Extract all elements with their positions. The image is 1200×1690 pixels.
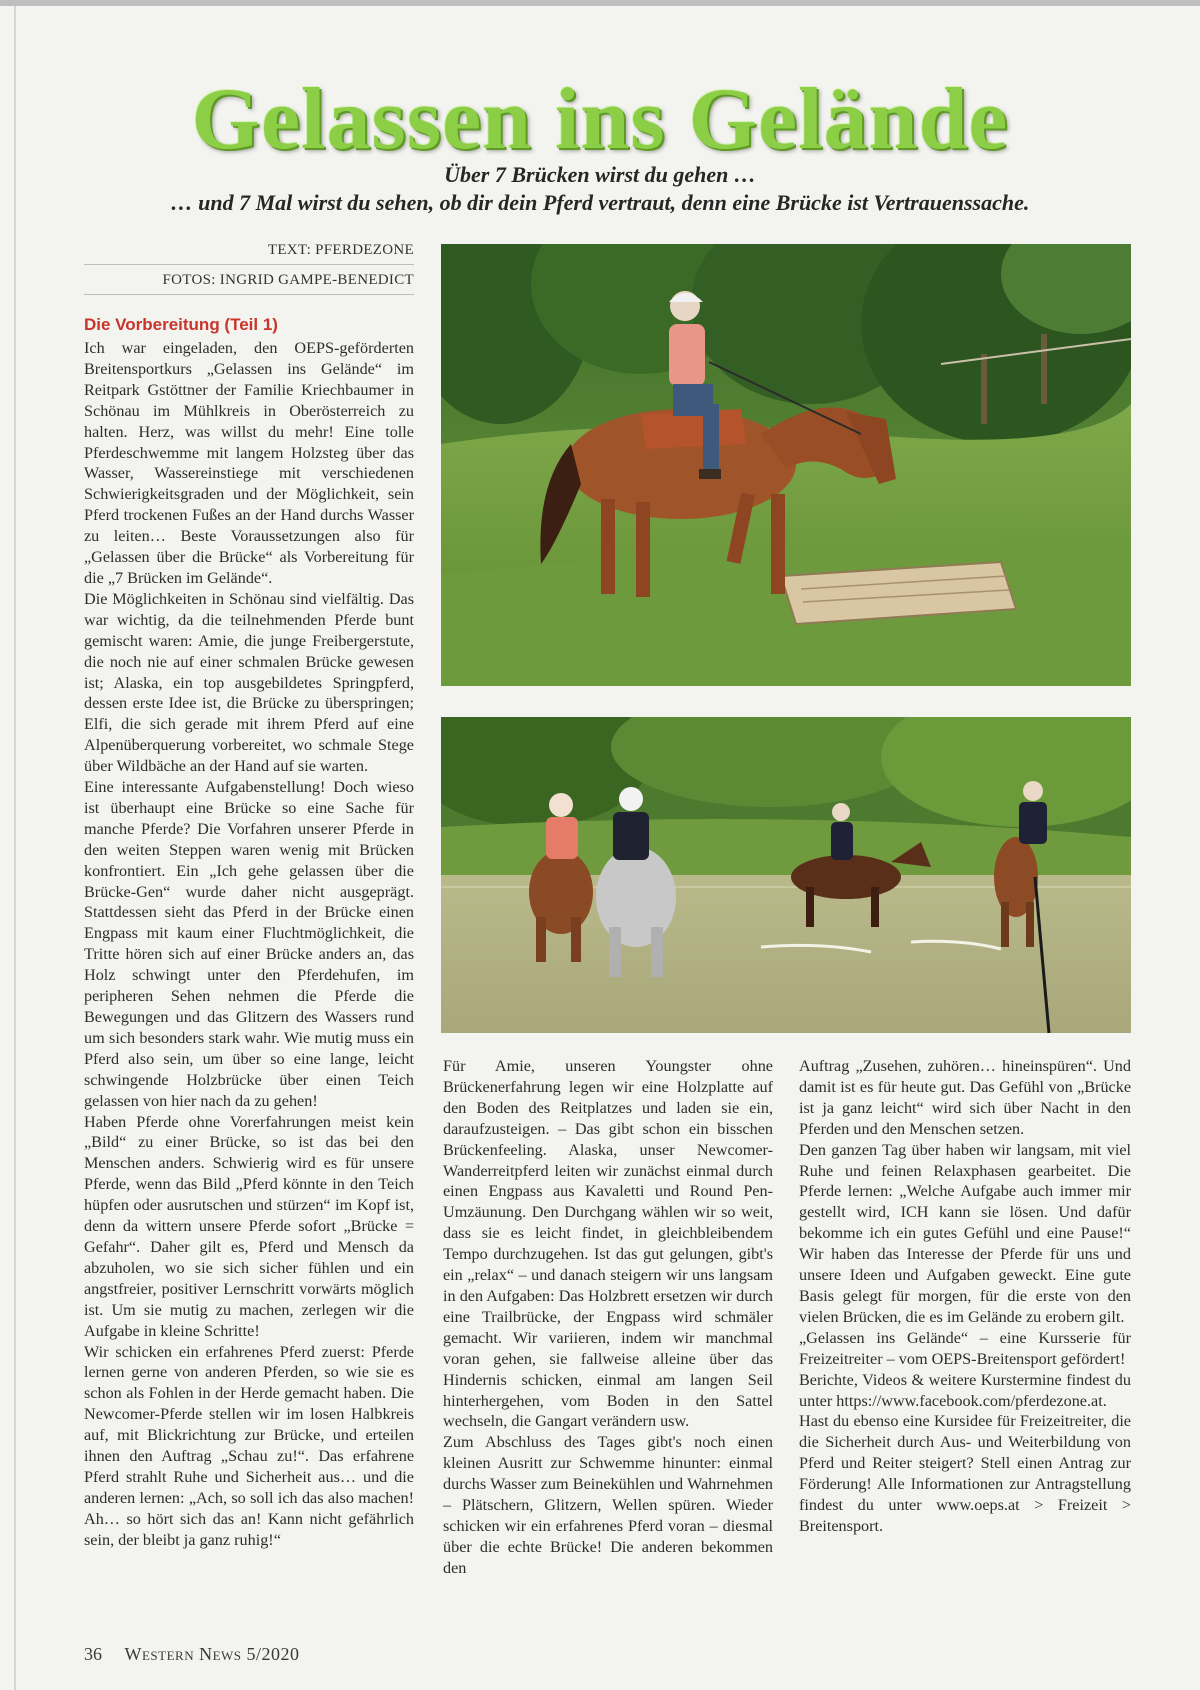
credit-divider [84, 294, 414, 295]
top-border [0, 0, 1200, 6]
paragraph: Auftrag „Zusehen, zuhören… hineinspüren“. Und damit ist es für heute gut. Das Gefühl von „Brücke ist ja ganz leicht“ wird sich über Nacht in den Pferden und den Menschen setzen. [799, 1057, 1131, 1138]
magazine-issue: Western News 5/2020 [124, 1644, 300, 1664]
paragraph: Eine interessante Aufgabenstellung! Doch wieso ist überhaupt eine Brücke so eine Sache für manche Pferde? Die Vorfahren unserer Pferde in den weiten Steppen waren wenig mit Brücken konfrontiert. Ein „Ich gehe gelassen über die Brücke-Gen“ wurde daher nicht ausgeprägt. Stattdessen sieht das Pferd in der Brücke einen Engpass mit kaum einer Fluchtmöglichkeit, die Tritte hören sich auf einer Brücke anders an, das Holz schwingt unter den Pferdehufen, im peripheren Sehen nehmen die Pferde die Bewegungen und das Glitzern des Wassers rund um sich besonders stark wahr. Wie mutig muss ein Pferd also sein, um über so eine lange, leicht schwingende Holzbrücke über einen Teich gelassen von hier nach da zu gehen! [84, 778, 414, 1110]
credit-divider [84, 264, 414, 265]
photo-illustration [441, 244, 1131, 686]
photo-illustration [441, 717, 1131, 1033]
paragraph: „Gelassen ins Gelände“ – eine Kursserie für Freizeitreiter – vom OEPS-Breitensport gefördert! [799, 1328, 1131, 1368]
paragraph: Hast du ebenso eine Kursidee für Freizeitreiter, die die Sicherheit durch Aus- und Weiterbildung von Pferd und Reiter steigert? Stell einen Antrag zur Förderung! Alle Informationen zur Antragstellung findest du unter www.oeps.at > Freizeit > Breitensport. [799, 1412, 1131, 1535]
paragraph: Für Amie, unseren Youngster ohne Brückenerfahrung legen wir eine Holzplatte auf den Boden des Reitplatzes und laden sie ein, daraufzusteigen. – Das gibt schon ein bisschen Brückenfeeling. Alaska, unser Newcomer-Wanderreitpferd leiten wir zunächst einmal durch einen Engpass aus Kavaletti und Round Pen-Umzäunung. Den Durchgang wählen wir so weit, dass sie es leicht findet, in gleichbleibendem Tempo durchzugehen. Ist das gut gelungen, gibt's ein „relax“ – und danach steigern wir uns langsam in den Aufgaben: Das Holzbrett ersetzen wir durch eine Trailbrücke, der Engpass wird schmäler gemacht. Wir variieren, indem wir manchmal voran gehen, sie fallweise alleine über das Hindernis schicken, einmal am langen Seil hinterhergehen, vom Boden in den Sattel wechseln, die Gangart verändern usw. [443, 1057, 773, 1431]
photo-credit: FOTOS: INGRID GAMPE-BENEDICT [162, 272, 414, 288]
page-footer [84, 1644, 300, 1665]
article-column-1 [84, 314, 414, 1551]
page-number: 36 [84, 1644, 102, 1664]
article-title: Gelassen ins Gelände [191, 71, 1009, 168]
paragraph: Ich war eingeladen, den OEPS-geförderten Breitensportkurs „Gelassen ins Gelände“ im Reitpark Gstöttner der Familie Kriechbaumer in Schönau im Mühlkreis in Oberösterreich zu halten. Herz, was willst du mehr! Eine tolle Pferdeschwemme mit langem Holzsteg über das Wasser, Wassereinstiege mit verschiedenen Schwierigkeitsgraden und der Möglichkeit, sein Pferd trockenen Fußes an der Hand durchs Wasser zu leiten… Beste Voraussetzungen also für „Gelassen über die Brücke“ als Vorbereitung für die „7 Brücken im Gelände“. [84, 339, 414, 587]
paragraph: Berichte, Videos & weitere Kurstermine findest du unter https://www.facebook.com/pferdezone.at. [799, 1370, 1131, 1410]
text-credit: TEXT: PFERDEZONE [267, 242, 414, 258]
article-column-3 [799, 1056, 1131, 1537]
subtitle-line-1: Über 7 Brücken wirst du gehen … [444, 162, 756, 187]
paragraph: Wir schicken ein erfahrenes Pferd zuerst: Pferde lernen gerne von anderen Pferden, so wie sie es schon als Fohlen in der Herde gemacht haben. Die Newcomer-Pferde stellen wir im losen Halbkreis auf, mit Blickrichtung zur Brücke, und erteilen ihnen den Auftrag „Schau zu!“. Das erfahrene Pferd strahlt Ruhe und Sicherheit aus… und die anderen lernen: „Ach, so soll ich das also machen! Ah… so hört sich das an! Kann nicht gefährlich sein, der bleibt ja ganz ruhig!“ [84, 1342, 414, 1549]
subtitle-line-2: … und 7 Mal wirst du sehen, ob dir dein Pferd vertraut, denn eine Brücke ist Vertrauenssache. [170, 190, 1030, 215]
paragraph: Haben Pferde ohne Vorerfahrungen meist kein „Bild“ zu einer Brücke, so ist das bei den Menschen anders. Schwierig wird es für unsere Pferde, wenn das Bild „Pferd könnte in den Teich hüpfen oder ausrutschen und stürzen“ im Kopf ist, denn da wittern unsere Pferde sofort „Brücke = Gefahr“. Daher gilt es, Pferd und Mensch da abzuholen, wo sie sich sicher fühlen und ein angstfreier, positiver Lernschritt vorwärts möglich ist. Um sie mutig zu machen, zerlegen wir die Aufgabe in kleine Schritte! [84, 1112, 414, 1340]
paragraph: Zum Abschluss des Tages gibt's noch einen kleinen Ausritt zur Schwemme hinunter: einmal durchs Wasser zum Beinekühlen und Wahrnehmen – Plätschern, Glitzern, Wellen spüren. Wieder schicken wir ein erfahrenes Pferd voran – diesmal über die echte Brücke! Die anderen bekommen den [443, 1433, 773, 1577]
photo-rider-wooden-platform [441, 244, 1131, 686]
paragraph: Den ganzen Tag über haben wir langsam, mit viel Ruhe und feinen Relaxphasen gearbeitet. Die Pferde lernen: „Welche Aufgabe auch immer mir gestellt wird, ICH kann sie lösen. Und dafür bekomme ich ein gutes Gefühl und eine Pause!“ Wir haben das Interesse der Pferde für uns und unsere Ideen und Aufgaben geweckt. Eine gute Basis gelegt für morgen, für die erste von den vielen Brücken, die es im Gelände zu erobern gilt. [799, 1140, 1131, 1326]
article-column-2 [443, 1056, 773, 1579]
left-edge-line [14, 6, 16, 1690]
section-heading: Die Vorbereitung (Teil 1) [84, 315, 278, 334]
paragraph: Die Möglichkeiten in Schönau sind vielfältig. Das war wichtig, da die teilnehmenden Pferde bunt gemischt waren: Amie, die junge Freibergerstute, die noch nie auf einer schmalen Brücke gewesen ist; Alaska, ein top ausgebildetes Springpferd, dessen erste Idee ist, die Brücke zu überspringen; Elfi, die sich gerade mit ihrem Pferd auf eine Alpenüberquerung vorbereitet, wo schmale Stege über Wildbäche an der Hand auf sie warten. [84, 589, 414, 776]
photo-riders-crossing-water [441, 717, 1131, 1033]
